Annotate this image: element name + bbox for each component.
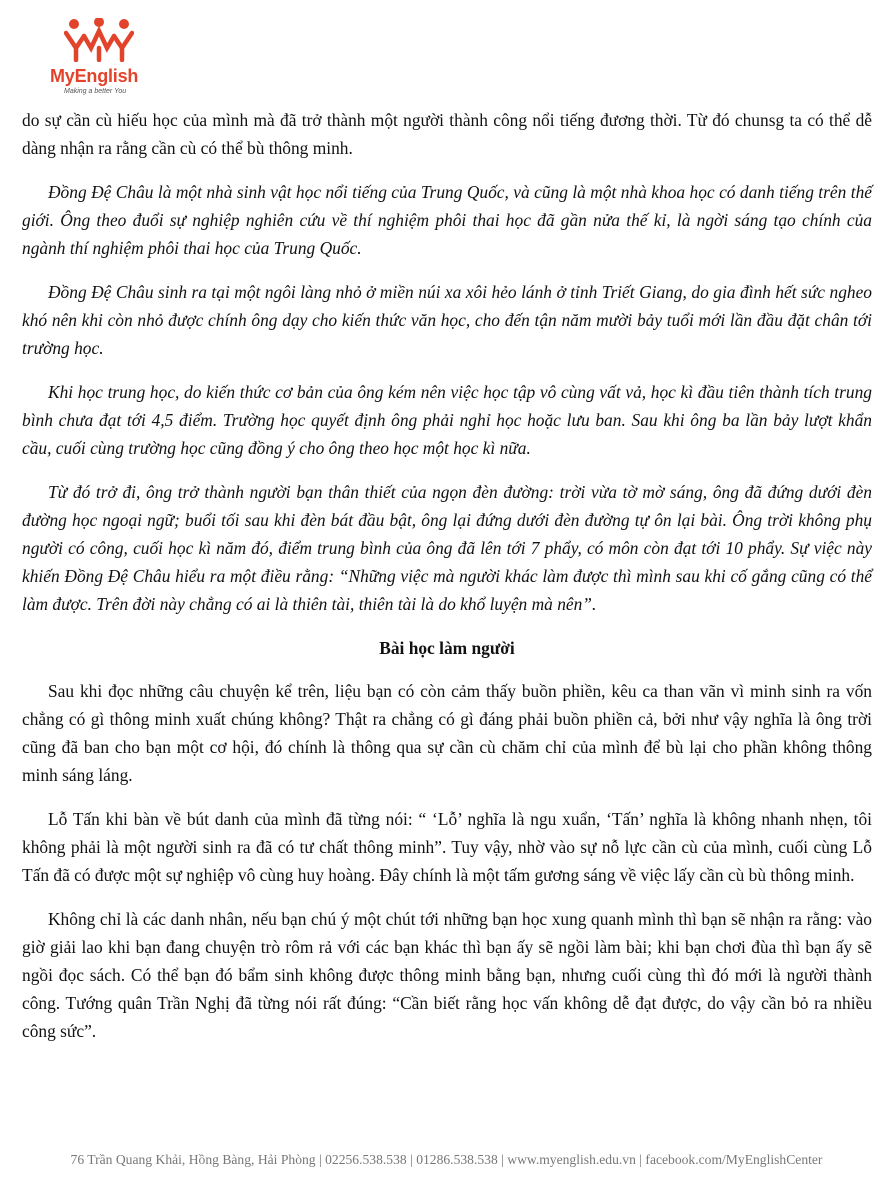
brand-name: MyEnglish	[50, 66, 139, 86]
brand-tagline: Making a better You	[64, 88, 127, 95]
paragraph-4: Khi học trung học, do kiến thức cơ bản của ông kém nên việc học tập vô cùng vất vả, học kì đầu tiên thành tích trung bình chưa đạt tới 4,5 điểm. Trường học quyết định ông phải nghỉ học hoặc lưu ban. Sau khi ông ba lần bảy lượt khẩn cầu, cuối cùng trường học cũng đồng ý cho ông theo học một học kì nữa.	[22, 382, 872, 458]
section-heading: Bài học làm người	[379, 638, 515, 658]
people-logo-icon	[64, 18, 134, 62]
paragraph-3: Đồng Đệ Châu sinh ra tại một ngôi làng nhỏ ở miền núi xa xôi hẻo lánh ở tỉnh Triết Giang, do gia đình hết sức ngheo khó nên khi còn nhỏ được chính ông dạy cho kiến thức văn học, cho đến tận năm mười bảy tuổi mới lần đầu đặt chân tới trường học.	[22, 282, 872, 358]
paragraph-8: Không chỉ là các danh nhân, nếu bạn chú ý một chút tới những bạn học xung quanh mình thì bạn sẽ nhận ra rằng: vào giờ giải lao khi bạn đang chuyện trò rôm rả với các bạn khác thì bạn ấy sẽ ngồi làm bài; khi bạn chơi đùa thì bạn ấy sẽ ngồi đọc sách. Có thể bạn đó bẩm sinh không được thông minh bằng bạn, nhưng cuối cùng thì đó mới là người thành công. Tướng quân Trần Nghị đã từng nói rất đúng: “Cần biết rằng học vấn không dễ đạt được, do vậy cần bỏ ra nhiều công sức”.	[22, 909, 872, 1041]
paragraph-2: Đồng Đệ Châu là một nhà sinh vật học nổi tiếng của Trung Quốc, và cũng là một nhà khoa học có danh tiếng trên thế giới. Ông theo đuổi sự nghiệp nghiên cứu về thí nghiệm phôi thai học đã gần nửa thế kỉ, là ngời sáng tạo chính của ngành thí nghiệm phôi thai học của Trung Quốc.	[22, 182, 872, 258]
paragraph-7: Lỗ Tấn khi bàn về bút danh của mình đã từng nói: “ ‘Lỗ’ nghĩa là ngu xuẩn, ‘Tấn’ nghĩa là không nhanh nhẹn, tôi không phải là một người sinh ra đã có tư chất thông minh”. Tuy vậy, nhờ vào sự nỗ lực cần cù của mình, cuối cùng Lỗ Tấn đã có được một sự nghiệp vô cùng huy hoàng. Đây chính là một tấm gương sáng về việc lấy cần cù bù thông minh.	[22, 809, 872, 885]
article-body	[22, 106, 872, 1061]
paragraph-1: do sự cần cù hiếu học của mình mà đã trở thành một người thành công nổi tiếng đương thời. Từ đó chunsg ta có thể dễ dàng nhận ra rằng cần cù có thể bù thông minh.	[22, 110, 872, 158]
paragraph-6: Sau khi đọc những câu chuyện kể trên, liệu bạn có còn cảm thấy buồn phiền, kêu ca than vãn vì minh sinh ra vốn chẳng có gì thông minh xuất chúng không? Thật ra chẳng có gì đáng phải buồn phiền cả, bởi như vậy nghĩa là ông trời cũng đã ban cho bạn một cơ hội, đó chính là thông qua sự cần cù chăm chỉ của mình để bù lại cho phần không thông minh sáng láng.	[22, 681, 872, 785]
brand-logo	[50, 18, 160, 95]
paragraph-5: Từ đó trở đi, ông trở thành người bạn thân thiết của ngọn đèn đường: trời vừa tờ mờ sáng, ông đã đứng dưới đèn đường học ngoại ngữ; buổi tối sau khi đèn bát đầu bật, ông lại đứng dưới đèn đường tự ôn lại bài. Ông trời không phụ người có công, cuối học kì năm đó, điểm trung bình của ông đã lên tới 7 phẩy, có môn còn đạt tới 10 phẩy. Sự việc này khiến Đồng Đệ Châu hiểu ra một điều rằng: “Những việc mà người khác làm được thì mình sau khi cố gắng cũng có thể làm được. Trên đời này chẳng có ai là thiên tài, thiên tài là do khổ luyện mà nên”.	[22, 482, 872, 614]
page-footer: 76 Trần Quang Khải, Hồng Bàng, Hải Phòng | 02256.538.538 | 01286.538.538 | www.myenglish.edu.vn | facebook.com/MyEnglishCenter	[70, 1152, 823, 1167]
